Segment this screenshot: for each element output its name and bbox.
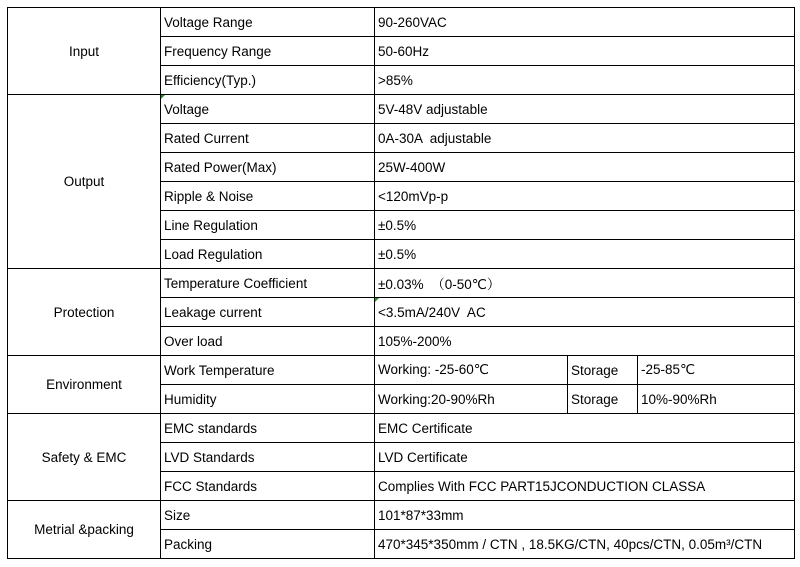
row-value: EMC Certificate: [375, 414, 795, 443]
row-label: FCC Standards: [161, 472, 375, 501]
row-value: 101*87*33mm: [375, 501, 795, 530]
row-value: 90-260VAC: [375, 8, 795, 37]
row-value: 105%-200%: [375, 327, 795, 356]
row-label: Rated Power(Max): [161, 153, 375, 182]
table-row: [8, 8, 795, 37]
row-label: Leakage current: [161, 298, 375, 327]
table-row: [8, 356, 795, 385]
row-label: Packing: [161, 530, 375, 559]
storage-value: 10%-90%Rh: [638, 385, 795, 414]
spec-table: [7, 7, 795, 559]
group-safety: Safety & EMC: [8, 414, 161, 501]
row-label: Voltage: [161, 95, 375, 124]
group-packing: Metrial &packing: [8, 501, 161, 559]
row-label: Rated Current: [161, 124, 375, 153]
storage-label: Storage: [568, 356, 638, 385]
table-row: [8, 95, 795, 124]
row-label: Line Regulation: [161, 211, 375, 240]
storage-label: Storage: [568, 385, 638, 414]
row-value: 0A-30A adjustable: [375, 124, 795, 153]
row-value: ±0.5%: [375, 240, 795, 269]
group-protection: Protection: [8, 269, 161, 356]
row-label: LVD Standards: [161, 443, 375, 472]
group-output: Output: [8, 95, 161, 269]
row-value: 5V-48V adjustable: [375, 95, 795, 124]
row-value: >85%: [375, 66, 795, 95]
row-value: Working:20-90%Rh: [375, 385, 568, 414]
row-value: 25W-400W: [375, 153, 795, 182]
row-label: Humidity: [161, 385, 375, 414]
row-value: ±0.03% （0-50℃）: [375, 269, 795, 298]
table-row: [8, 501, 795, 530]
row-label: Efficiency(Typ.): [161, 66, 375, 95]
group-environment: Environment: [8, 356, 161, 414]
row-value: ±0.5%: [375, 211, 795, 240]
row-label: Ripple & Noise: [161, 182, 375, 211]
row-label: Temperature Coefficient: [161, 269, 375, 298]
row-value: 50-60Hz: [375, 37, 795, 66]
table-row: [8, 269, 795, 298]
row-label: Over load: [161, 327, 375, 356]
row-label: Frequency Range: [161, 37, 375, 66]
row-label: Work Temperature: [161, 356, 375, 385]
row-label: Voltage Range: [161, 8, 375, 37]
row-label: Size: [161, 501, 375, 530]
row-value: Working: -25-60℃: [375, 356, 568, 385]
row-value: Complies With FCC PART15JCONDUCTION CLASSA: [375, 472, 795, 501]
row-label: EMC standards: [161, 414, 375, 443]
table-row: [8, 414, 795, 443]
row-value: 470*345*350mm / CTN , 18.5KG/CTN, 40pcs/CTN, 0.05m³/CTN: [375, 530, 795, 559]
group-input: Input: [8, 8, 161, 95]
row-value: <120mVp-p: [375, 182, 795, 211]
row-value: LVD Certificate: [375, 443, 795, 472]
row-value: <3.5mA/240V AC: [375, 298, 795, 327]
row-label: Load Regulation: [161, 240, 375, 269]
storage-value: -25-85℃: [638, 356, 795, 385]
